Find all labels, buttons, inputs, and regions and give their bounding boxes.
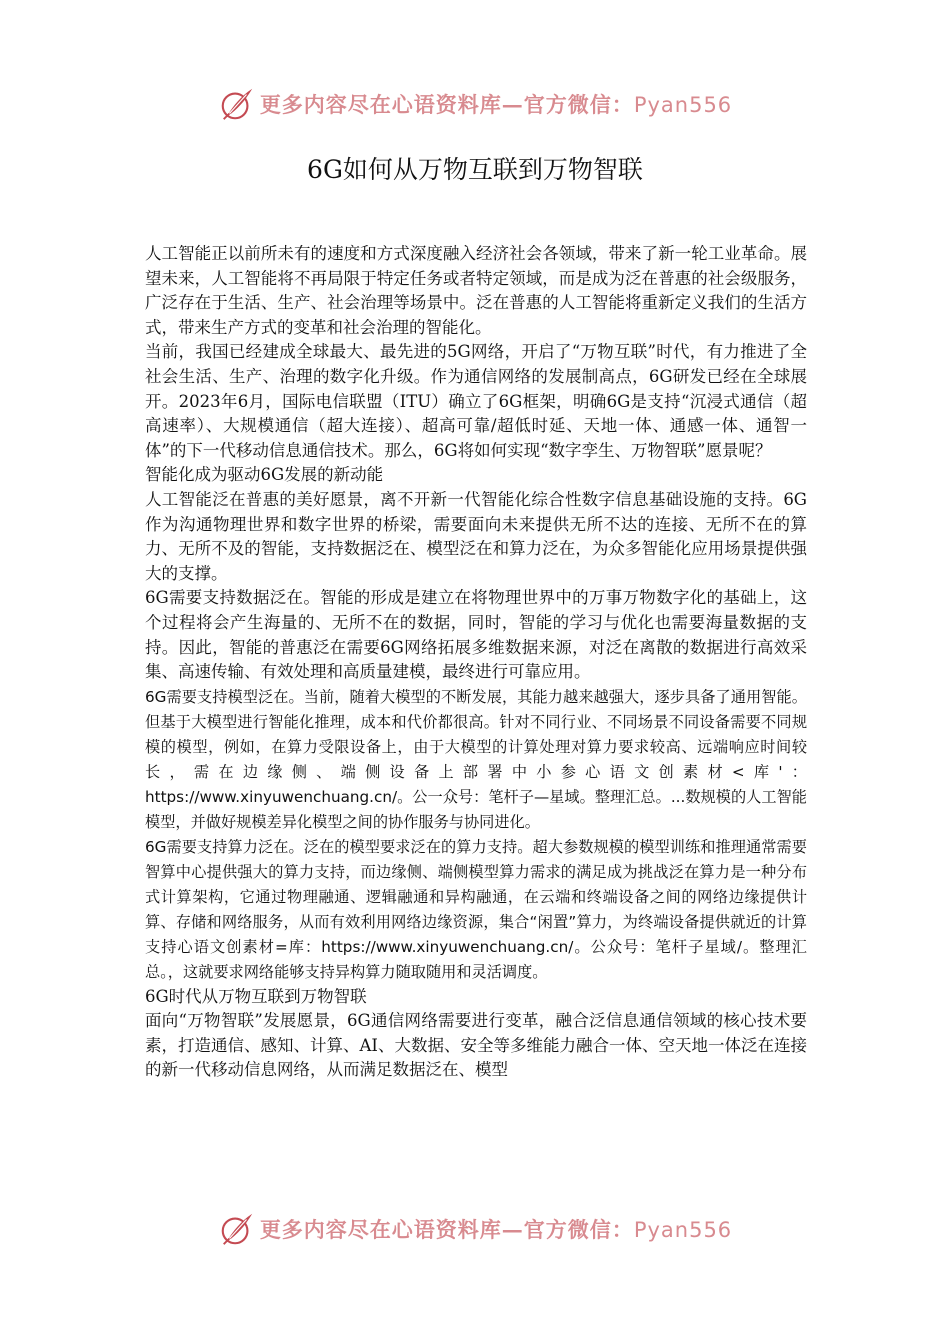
banner-wechat-id: Pyan556: [633, 1218, 733, 1242]
section-heading: 智能化成为驱动6G发展的新动能: [145, 465, 384, 485]
banner-text: [260, 89, 732, 119]
paragraph: 6G需要支持数据泛在。智能的形成是建立在将物理世界中的万事万物数字化的基础上，这个过程将会产生海量的、无所不在的数据，同时，智能的学习与优化也需要海量数据的支持。因此，智能的普惠泛在需要6G网络拓展多维数据来源，对泛在离散的数据进行高效采集、高速传输、有效处理和高质量建模，最终进行可靠应用。: [145, 588, 807, 682]
paragraph: 面向“万物智联”发展愿景，6G通信网络需要进行变革，融合泛信息通信领域的核心技术要素，打造通信、感知、计算、AI、大数据、安全等多维能力融合一体、空天地一体泛在连接的新一代移动信息网络，从而满足数据泛在、模型: [145, 1011, 807, 1080]
paragraph: 当前，我国已经建成全球最大、最先进的5G网络，开启了“万物互联”时代，有力推进了全社会生活、生产、治理的数字化升级。作为通信网络的发展制高点，6G研发已经在全球展开。2023年6月，国际电信联盟（ITU）确立了6G框架，明确6G是支持“沉浸式通信（超高速率）、大规模通信（超大连接）、超高可靠/超低时延、天地一体、通感一体、通智一体”的下一代移动信息通信技术。那么，6G将如何实现“数字孪生、万物智联”愿景呢？: [145, 342, 807, 460]
banner-text: [260, 1214, 732, 1244]
paragraph: 人工智能泛在普惠的美好愿景，离不开新一代智能化综合性数字信息基础设施的支持。6G作为沟通物理世界和数字世界的桥梁，需要面向未来提供无所不达的连接、无所不在的算力、无所不及的智能，支持数据泛在、模型泛在和算力泛在，为众多智能化应用场景提供强大的支撑。: [145, 489, 807, 583]
banner-label: 更多内容尽在心语资料库—官方微信：: [259, 92, 634, 117]
banner-wechat-id: Pyan556: [633, 93, 733, 117]
quill-logo-icon: [218, 85, 256, 123]
banner-label: 更多内容尽在心语资料库—官方微信：: [259, 1217, 634, 1242]
quill-logo-icon: [218, 1210, 256, 1248]
header-banner: [0, 82, 950, 126]
paragraph: 人工智能正以前所未有的速度和方式深度融入经济社会各领域，带来了新一轮工业革命。展望未来，人工智能将不再局限于特定任务或者特定领域，而是成为泛在普惠的社会级服务，广泛存在于生活、生产、社会治理等场景中。泛在普惠的人工智能将重新定义我们的生活方式，带来生产方式的变革和社会治理的智能化。: [145, 244, 807, 337]
paragraph: 6G需要支持模型泛在。当前，随着大模型的不断发展，其能力越来越强大，逐步具备了通用智能。但基于大模型进行智能化推理，成本和代价都很高。针对不同行业、不同场景不同设备需要不同规模的模型，例如，在算力受限设备上，由于大模型的计算处理对算力要求较高、远端响应时间较长，需在边缘侧、端侧设备上部署中小参心语文创素材<库'：https://www.xinyuwenchuang.cn/。公一众号：笔杆子—星域。整理汇总。...数规模的人工智能模型，并做好规模差异化模型之间的协作服务与协同进化。: [145, 687, 807, 831]
section-heading: 6G时代从万物互联到万物智联: [145, 986, 367, 1006]
paragraph: 6G需要支持算力泛在。泛在的模型要求泛在的算力支持。超大参数规模的模型训练和推理通常需要智算中心提供强大的算力支持，而边缘侧、端侧模型算力需求的满足成为挑战泛在算力是一种分布式计算架构，它通过物理融通、逻辑融通和异构融通，在云端和终端设备之间的网络边缘提供计算、存储和网络服务，从而有效利用网络边缘资源，集合“闲置”算力，为终端设备提供就近的计算支持心语文创素材=库：https://www.xinyuwenchuang.cn/。公众号：笔杆子星域/。整理汇总。，这就要求网络能够支持异构算力随取随用和灵活调度。: [145, 837, 807, 981]
article-body: [145, 242, 807, 1083]
article-title: 6G如何从万物互联到万物智联: [307, 155, 643, 184]
footer-banner: [0, 1207, 950, 1251]
